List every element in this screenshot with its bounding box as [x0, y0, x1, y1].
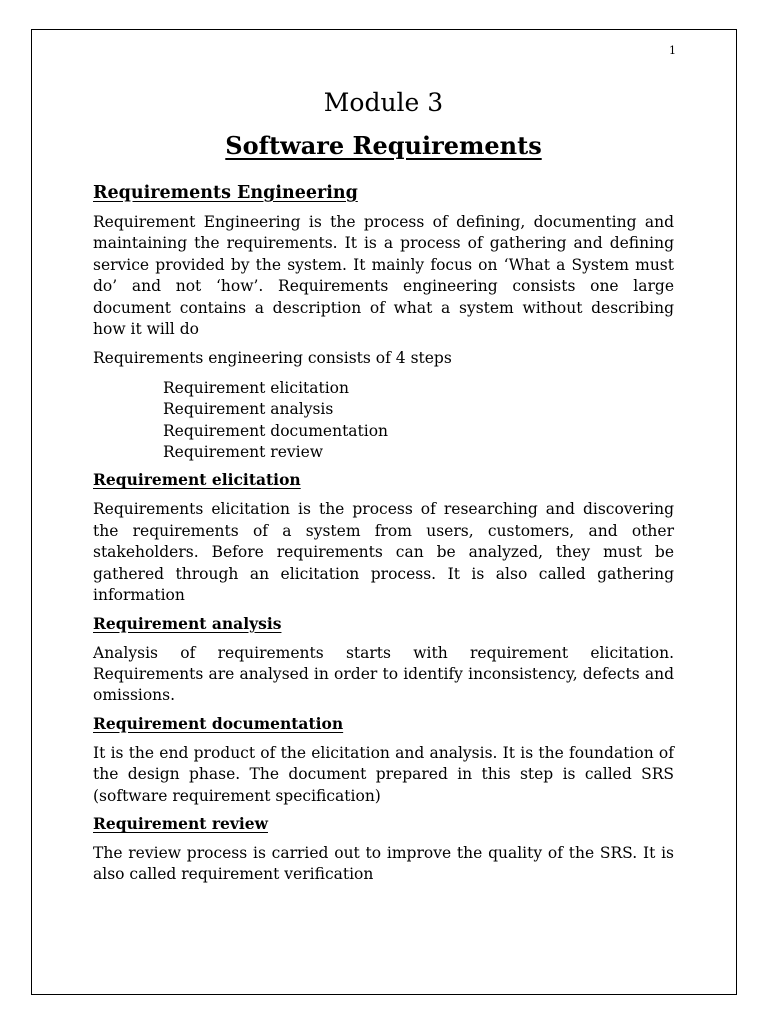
paragraph-steps-intro: Requirements engineering consists of 4 steps	[93, 349, 452, 368]
heading-requirement-review: Requirement review	[93, 813, 268, 833]
list-item: Requirement documentation	[163, 421, 389, 440]
list-item: Requirement analysis	[163, 400, 334, 419]
paragraph-requirement-analysis: Analysis of requirements starts with requirement elicitation. Requirements are analysed in order to identify inconsistency, defects and omissions.	[93, 643, 674, 705]
heading-requirements-engineering: Requirements Engineering	[93, 183, 358, 203]
heading-requirement-analysis: Requirement analysis	[93, 613, 282, 633]
paragraph-requirement-elicitation: Requirements elicitation is the process of researching and discovering the requirements of a system from users, customers, and other stakeholders. Before requirements can be analyzed, they must be gathered through an elicitation process. It is also called gathering information	[93, 500, 674, 605]
page-number: 1	[669, 44, 676, 57]
list-item: Requirement review	[163, 443, 324, 462]
paragraph-requirement-review: The review process is carried out to improve the quality of the SRS. It is also called requirement verification	[93, 843, 674, 884]
paragraph-requirements-engineering: Requirement Engineering is the process of defining, documenting and maintaining the requirements. It is a process of gathering and defining service provided by the system. It mainly focus on ‘What a System must do’ and not ‘how’. Requirements engineering consists one large document contains a description of what a system without describing how it will do	[93, 213, 674, 339]
steps-list	[93, 378, 674, 464]
list-item: Requirement elicitation	[163, 378, 349, 397]
heading-requirement-elicitation: Requirement elicitation	[93, 470, 301, 490]
module-title: Module 3	[323, 88, 444, 117]
heading-requirement-documentation: Requirement documentation	[93, 713, 344, 733]
paragraph-requirement-documentation: It is the end product of the elicitation and analysis. It is the foundation of the design phase. The document prepared in this step is called SRS (software requirement specification)	[93, 743, 674, 805]
document-body	[93, 86, 674, 886]
document-subtitle: Software Requirements	[225, 131, 542, 160]
